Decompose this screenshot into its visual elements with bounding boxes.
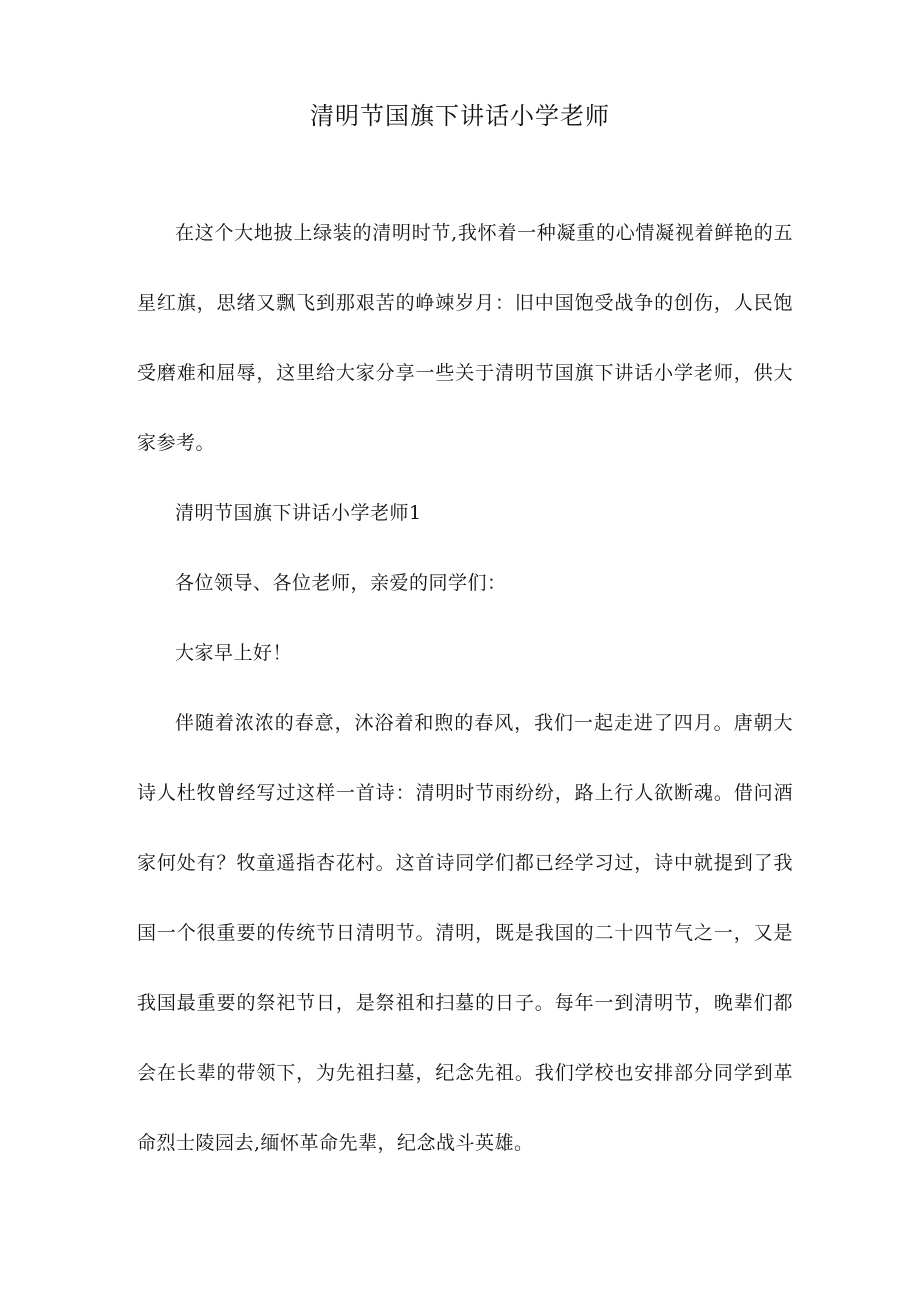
- body-paragraph: 伴随着浓浓的春意，沐浴着和煦的春风，我们一起走进了四月。唐朝大诗人杜牧曾经写过这样一首诗：清明时节雨纷纷，路上行人欲断魂。借问酒家何处有？牧童遥指杏花村。这首诗同学们都已经学习过，诗中就提到了我国一个很重要的传统节日清明节。清明，既是我国的二十四节气之一，又是我国最重要的祭祀节日，是祭祖和扫墓的日子。每年一到清明节，晚辈们都会在长辈的带领下，为先祖扫墓，纪念先祖。我们学校也安排部分同学到革命烈士陵园去,缅怀革命先辈，纪念战斗英雄。: [137, 712, 793, 1154]
- section-heading: 清明节国旗下讲话小学老师1: [175, 502, 422, 524]
- salutation: 各位领导、各位老师，亲爱的同学们：: [175, 572, 507, 594]
- intro-paragraph: 在这个大地披上绿装的清明时节,我怀着一种凝重的心情凝视着鲜艳的五星红旗，思绪又飘飞到那艰苦的峥竦岁月：旧中国饱受战争的创伤，人民饱受磨难和屈辱，这里给大家分享一些关于清明节国旗下讲话小学老师，供大家参考。: [137, 222, 793, 454]
- greeting: 大家早上好！: [175, 642, 293, 664]
- document-title: 清明节国旗下讲话小学老师: [310, 102, 610, 130]
- document-body: [137, 198, 793, 1178]
